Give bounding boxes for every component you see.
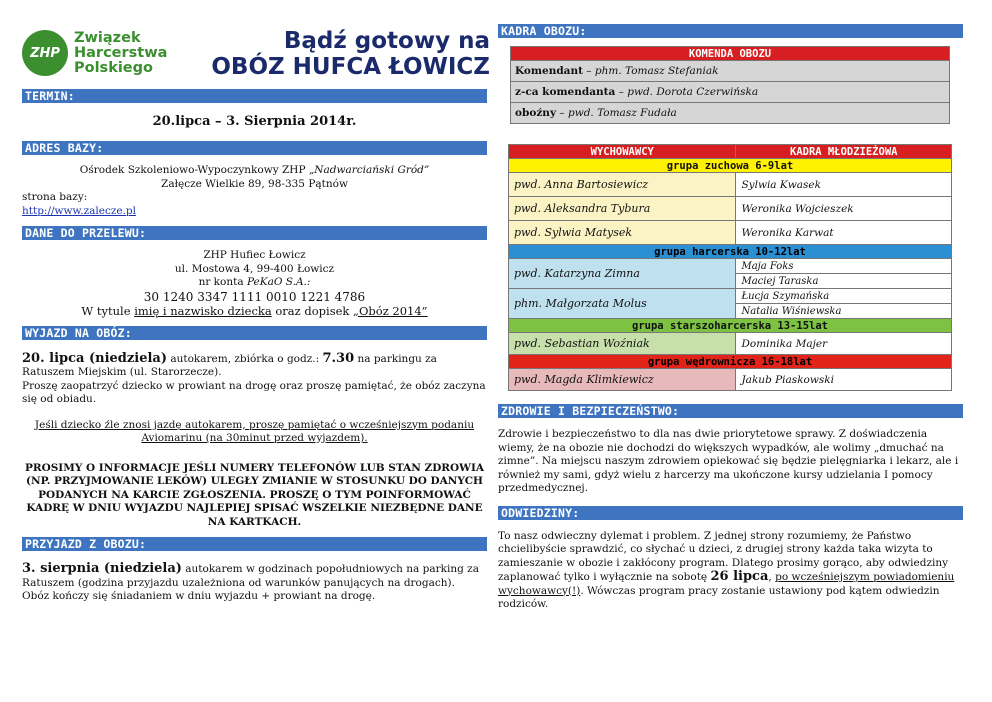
table-row: phm. Małgorzata Molus bbox=[509, 289, 736, 319]
komenda-header: KOMENDA OBOZU bbox=[511, 47, 950, 61]
section-przyjazd-header: PRZYJAZD Z OBOZU: bbox=[22, 537, 487, 551]
left-column bbox=[22, 20, 490, 604]
table-row: Weronika Wojcieszek bbox=[736, 197, 952, 221]
table-row: Weronika Karwat bbox=[736, 221, 952, 245]
section-odwiedziny-header: ODWIEDZINY: bbox=[498, 506, 963, 520]
logo-line-2: Harcerstwa bbox=[74, 44, 168, 61]
page-title bbox=[190, 28, 490, 80]
table-row: Maciej Taraska bbox=[736, 274, 952, 289]
table-row: Dominika Majer bbox=[736, 333, 952, 355]
wychowawcy-table bbox=[508, 144, 952, 391]
table-row: pwd. Sylwia Matysek bbox=[509, 221, 736, 245]
www-label: strona bazy: bbox=[22, 191, 88, 203]
odwiedziny-text: To nasz odwieczny dylemat i problem. Z jednej strony rozumiemy, że Państwo chcielibyście sprawdzić, co słychać u dzieci, z drugiej strony każda taka wizyta to zamieszanie w obozie i zakłócony program. Dlatego prosimy gorąco, aby odwiedziny zaplanować tylko i wyłącznie na sobotę 26 lipca, po wcześniejszym powiadomieniu wychowawcy(!). Wówczas program pracy zostanie ustawiony pod kątem odwiedzin rodziców. bbox=[498, 529, 955, 610]
col-header-wychowawcy: WYCHOWAWCY bbox=[509, 145, 736, 159]
group-header: grupa zuchowa 6-9lat bbox=[509, 159, 952, 173]
group-header: grupa harcerska 10-12lat bbox=[509, 245, 952, 259]
table-row: pwd. Sebastian Woźniak bbox=[509, 333, 736, 355]
group-header: grupa wędrownicza 16-18lat bbox=[509, 355, 952, 369]
group-header: grupa starszoharcerska 13-15lat bbox=[509, 319, 952, 333]
account-number: 30 1240 3347 1111 0010 1221 4786 bbox=[143, 289, 366, 304]
przyjazd-p2: Obóz kończy się śniadaniem w dniu wyjazdu + prowiant na drogę. bbox=[22, 590, 376, 602]
komenda-row: Komendant – phm. Tomasz Stefaniak bbox=[511, 61, 950, 82]
przelew-line-3: nr konta PeKaO S.A.: bbox=[198, 276, 311, 288]
section-przelew-header: DANE DO PRZELEWU: bbox=[22, 226, 487, 240]
przyjazd-p1: 3. sierpnia (niedziela) autokarem w godzinach popołudniowych na parking za Ratuszem (godzina przyjazdu uzależniona od warunków panujących na drogach). bbox=[22, 561, 479, 589]
przelew-line-2: ul. Mostowa 4, 99-400 Łowicz bbox=[174, 262, 335, 275]
right-column bbox=[498, 24, 963, 612]
przelew-block bbox=[22, 249, 487, 318]
section-zdrowie-header: ZDROWIE I BEZPIECZEŃSTWO: bbox=[498, 404, 963, 418]
table-row: pwd. Katarzyna Zimna bbox=[509, 259, 736, 289]
table-row: Jakub Piaskowski bbox=[736, 369, 952, 391]
title-line-1: Bądź gotowy na bbox=[283, 28, 490, 54]
wyjazd-p1: 20. lipca (niedziela) autokarem, zbiórka o godz.: 7.30 na parkingu za Ratuszem Miejskim (ul. Starorzecze). bbox=[22, 350, 437, 378]
table-row: pwd. Magda Klimkiewicz bbox=[509, 369, 736, 391]
www-link[interactable]: http://www.zalecze.pl bbox=[22, 204, 136, 217]
termin-dates: 20.lipca – 3. Sierpnia 2014r. bbox=[152, 114, 357, 129]
wyjazd-p2: Proszę zaopatrzyć dziecko w prowiant na drogę oraz proszę pamiętać, że obóz zaczyna się od obiadu. bbox=[22, 379, 486, 405]
przelew-line-5: W tytule imię i nazwisko dziecka oraz dopisek „Obóz 2014” bbox=[81, 303, 428, 318]
logo-text bbox=[74, 31, 167, 76]
adres-line-2: Załęcze Wielkie 89, 98-335 Pątnów bbox=[161, 177, 348, 190]
wyjazd-warning: PROSIMY O INFORMACJE JEŚLI NUMERY TELEFONÓW LUB STAN ZDROWIA (NP. PRZYJMOWANIE LEKÓW) ULEGŁY ZMIANIE W STOSUNKU DO DANYCH PODANYCH NA KARCIE ZGŁOSZENIA. PROSZĘ O TYM POINFORMOWAĆ KADRĘ W DNIU WYJAZDU NAJLEPIEJ SPISAĆ WSZELKIE NIEZBĘDNE DANE NA KARTKACH. bbox=[24, 461, 485, 528]
komenda-row: z-ca komendanta – pwd. Dorota Czerwińska bbox=[511, 82, 950, 103]
section-kadra-header: KADRA OBOZU: bbox=[498, 24, 963, 38]
table-row: pwd. Aleksandra Tybura bbox=[509, 197, 736, 221]
zdrowie-text: Zdrowie i bezpieczeństwo to dla nas dwie priorytetowe sprawy. Z doświadczenia wiemy, że na obozie nie dochodzi do większych wypadków, ale wolimy „dmuchać na zimne”. Na miejscu naszym zdrowiem opiekować się będzie pielęgniarka i lekarz, ale i również my sami, gdyż wielu z harcerzy ma ukończone kursy udzielania I pomocy przedmedycznej. bbox=[498, 428, 959, 494]
col-header-kadra-mlodziezowa: KADRA MŁODZIEŻOWA bbox=[736, 145, 952, 159]
logo-line-1: Związek bbox=[74, 29, 141, 46]
komenda-table bbox=[510, 46, 950, 124]
title-line-2: OBÓZ HUFCA ŁOWICZ bbox=[211, 54, 490, 80]
table-row: Łucja Szymańska bbox=[736, 289, 952, 304]
przelew-line-1: ZHP Hufiec Łowicz bbox=[203, 249, 306, 261]
section-termin-header: TERMIN: bbox=[22, 89, 487, 103]
table-row: Natalia Wiśniewska bbox=[736, 304, 952, 319]
wyjazd-note: Jeśli dziecko źle znosi jazdę autokarem, proszę pamiętać o wcześniejszym podaniu Aviomarinu (na 30minut przed wyjazdem). bbox=[34, 418, 475, 444]
zhp-lily-icon: ZHP bbox=[22, 30, 68, 76]
section-adres-header: ADRES BAZY: bbox=[22, 141, 487, 155]
table-row: Sylwia Kwasek bbox=[736, 173, 952, 197]
table-row: pwd. Anna Bartosiewicz bbox=[509, 173, 736, 197]
adres-line-1: Ośrodek Szkoleniowo-Wypoczynkowy ZHP „Nadwarciański Gród” bbox=[79, 164, 430, 176]
section-wyjazd-header: WYJAZD NA OBÓZ: bbox=[22, 326, 487, 340]
table-row: Maja Foks bbox=[736, 259, 952, 274]
logo-line-3: Polskiego bbox=[74, 59, 153, 76]
komenda-row: oboźny – pwd. Tomasz Fudała bbox=[511, 103, 950, 124]
